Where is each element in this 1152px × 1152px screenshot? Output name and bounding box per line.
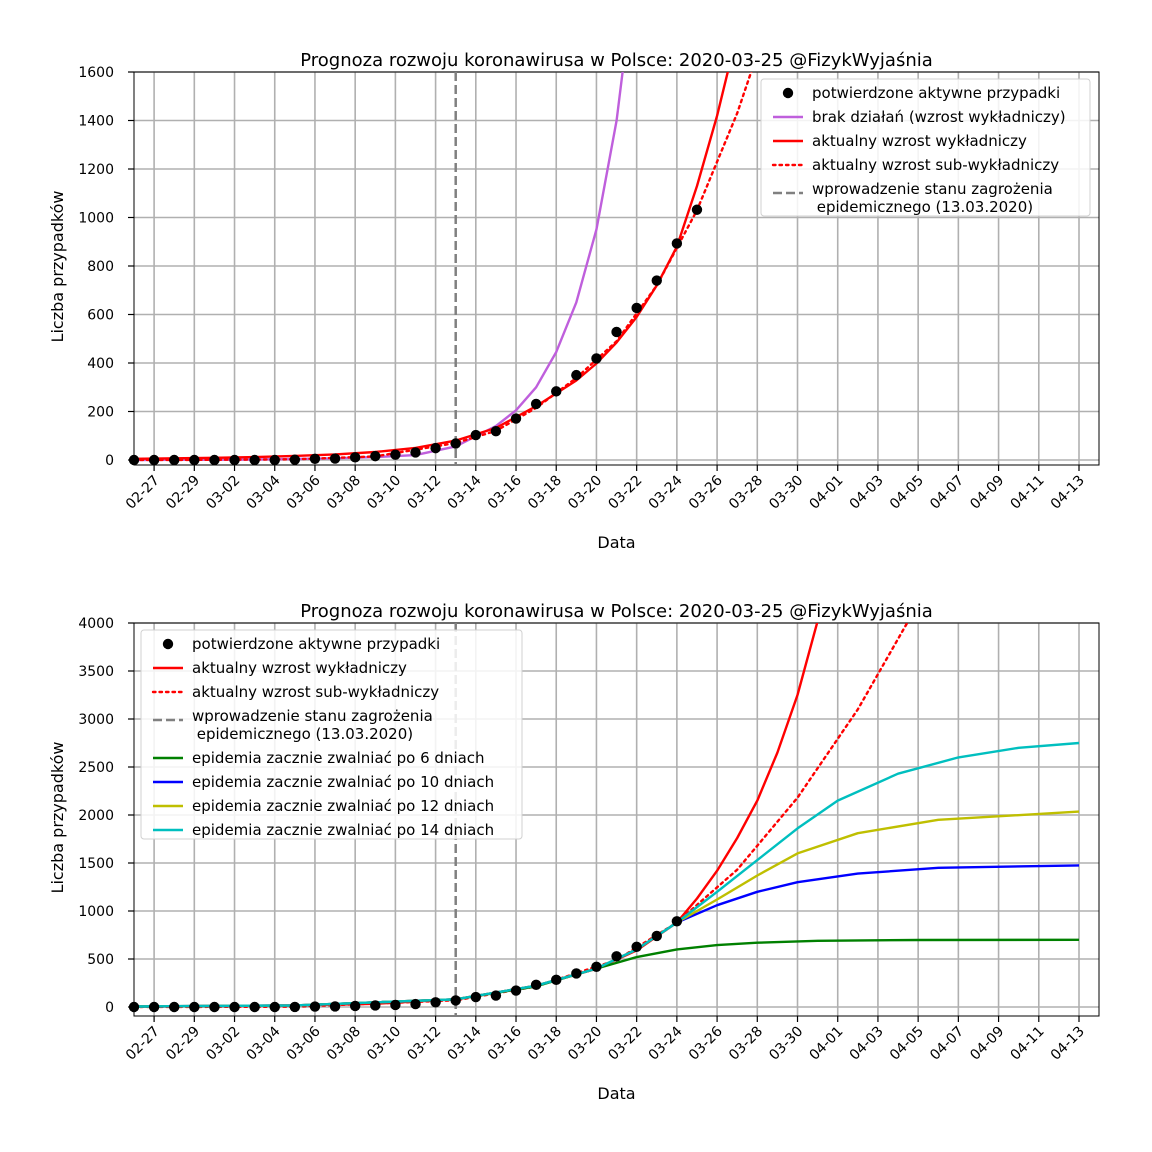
x-tick-label: 03-18 xyxy=(524,1023,566,1064)
data-point xyxy=(511,985,521,995)
data-point xyxy=(672,238,682,248)
x-tick-label: 04-07 xyxy=(927,472,968,513)
data-point xyxy=(531,399,541,409)
y-tick-label: 0 xyxy=(105,453,114,469)
x-tick-label: 04-01 xyxy=(806,472,847,513)
x-tick-label: 04-01 xyxy=(806,1023,847,1064)
legend-label-line: epidemia zacznie zwalniać po 10 dniach xyxy=(192,773,495,791)
data-point xyxy=(270,455,280,465)
data-point xyxy=(410,447,420,457)
y-tick-label: 0 xyxy=(105,1000,114,1016)
x-tick-label: 03-18 xyxy=(524,472,566,513)
x-tick-label: 03-16 xyxy=(484,1023,525,1064)
data-point xyxy=(611,327,621,337)
x-tick-label: 02-29 xyxy=(163,1023,204,1064)
y-axis-label: Liczba przypadków xyxy=(48,190,67,343)
legend-label-line: aktualny wzrost sub-wykładniczy xyxy=(812,156,1060,174)
data-point xyxy=(129,1002,139,1012)
data-point xyxy=(491,990,501,1000)
y-tick-label: 1200 xyxy=(78,162,114,178)
x-tick-label: 03-10 xyxy=(364,1023,405,1064)
data-point xyxy=(169,455,179,465)
x-tick-label: 03-26 xyxy=(685,1023,726,1064)
x-tick-label: 03-30 xyxy=(766,472,807,513)
y-tick-label: 1400 xyxy=(78,113,114,130)
legend-label xyxy=(812,84,1060,102)
legend-label-line: epidemia zacznie zwalniać po 12 dniach xyxy=(192,797,495,815)
x-tick-label: 03-28 xyxy=(726,1023,767,1064)
x-tick-label: 03-22 xyxy=(605,1023,646,1064)
data-point xyxy=(410,999,420,1009)
x-tick-label: 02-29 xyxy=(163,472,204,513)
legend-label xyxy=(192,659,407,677)
data-point xyxy=(350,1001,360,1011)
y-tick-label: 200 xyxy=(87,404,114,421)
data-point xyxy=(511,413,521,423)
data-point xyxy=(270,1002,280,1012)
data-point xyxy=(209,1002,219,1012)
legend-label xyxy=(812,180,1053,216)
legend-label-line: epidemicznego (13.03.2020) xyxy=(192,725,414,743)
data-point xyxy=(370,1000,380,1010)
x-tick-label: 04-03 xyxy=(846,1023,887,1064)
legend-marker-points xyxy=(783,88,793,98)
data-point xyxy=(149,1002,159,1012)
data-point xyxy=(129,455,139,465)
data-point xyxy=(330,1001,340,1011)
x-tick-label: 03-24 xyxy=(645,472,686,513)
data-point xyxy=(531,980,541,990)
data-point xyxy=(652,931,662,941)
y-tick-label: 1000 xyxy=(78,210,114,227)
x-tick-label: 03-14 xyxy=(444,1023,485,1064)
x-tick-label: 04-03 xyxy=(846,472,887,513)
data-point xyxy=(189,1002,199,1012)
x-tick-label: 03-04 xyxy=(243,472,284,513)
y-tick-label: 1500 xyxy=(78,856,114,872)
legend-marker-points xyxy=(163,639,173,649)
x-tick-label: 03-30 xyxy=(766,1023,807,1064)
x-tick-label: 03-14 xyxy=(444,472,485,513)
x-tick-label: 03-22 xyxy=(605,472,646,513)
legend xyxy=(761,79,1090,216)
data-point xyxy=(249,1002,259,1012)
y-tick-label: 2500 xyxy=(78,760,114,776)
data-point xyxy=(591,962,601,972)
legend-label xyxy=(812,108,1066,126)
y-tick-label: 2000 xyxy=(78,808,114,824)
legend-label xyxy=(192,797,494,815)
x-tick-label: 03-24 xyxy=(645,1023,686,1064)
y-tick-label: 4000 xyxy=(78,616,114,632)
y-tick-label: 800 xyxy=(87,259,114,275)
legend-label-line: potwierdzone aktywne przypadki xyxy=(192,635,441,653)
chart-title: Prognoza rozwoju koronawirusa w Polsce: 2020-03-25 @FizykWyjaśnia xyxy=(300,601,933,622)
data-point xyxy=(451,995,461,1005)
legend-label-line: epidemia zacznie zwalniać po 14 dniach xyxy=(192,821,495,839)
x-tick-label: 04-13 xyxy=(1047,472,1088,513)
data-point xyxy=(229,1002,239,1012)
x-tick-label: 03-12 xyxy=(404,472,445,513)
data-point xyxy=(672,916,682,926)
data-point xyxy=(652,275,662,285)
x-tick-label: 03-20 xyxy=(565,472,606,513)
y-tick-label: 1600 xyxy=(78,65,114,81)
data-point xyxy=(591,353,601,363)
legend-label xyxy=(192,773,494,791)
x-tick-label: 04-07 xyxy=(927,1023,968,1064)
legend-label xyxy=(192,683,439,701)
x-tick-label: 03-12 xyxy=(404,1023,445,1064)
data-point xyxy=(430,443,440,453)
data-point xyxy=(631,942,641,952)
x-tick-label: 03-06 xyxy=(283,1023,324,1064)
x-tick-label: 04-05 xyxy=(886,1023,927,1064)
y-axis-label: Liczba przypadków xyxy=(48,741,67,894)
x-tick-label: 03-04 xyxy=(243,1023,284,1064)
data-point xyxy=(551,386,561,396)
legend-label xyxy=(812,132,1027,150)
data-point xyxy=(249,455,259,465)
legend-label-line: brak działań (wzrost wykładniczy) xyxy=(812,108,1066,126)
data-point xyxy=(471,992,481,1002)
data-point xyxy=(491,426,501,436)
x-tick-label: 04-09 xyxy=(967,472,1008,513)
legend-label-line: aktualny wzrost sub-wykładniczy xyxy=(192,683,440,701)
x-tick-label: 04-13 xyxy=(1047,1023,1088,1064)
data-point xyxy=(209,455,219,465)
y-tick-label: 1000 xyxy=(78,904,114,920)
x-tick-label: 02-27 xyxy=(122,1023,163,1064)
data-point xyxy=(631,303,641,313)
x-tick-label: 03-02 xyxy=(203,472,244,513)
y-tick-label: 3500 xyxy=(78,664,114,680)
data-point xyxy=(571,968,581,978)
data-point xyxy=(169,1002,179,1012)
data-point xyxy=(189,455,199,465)
data-point xyxy=(330,453,340,463)
x-tick-label: 04-05 xyxy=(886,472,927,513)
x-tick-label: 04-09 xyxy=(967,1023,1008,1064)
data-point xyxy=(310,454,320,464)
legend-label xyxy=(192,821,494,839)
x-tick-label: 03-02 xyxy=(203,1023,244,1064)
data-point xyxy=(229,455,239,465)
y-tick-label: 400 xyxy=(87,356,114,372)
x-tick-label: 03-08 xyxy=(323,1023,364,1064)
y-tick-label: 500 xyxy=(87,952,114,968)
y-tick-label: 600 xyxy=(87,307,114,324)
legend-label xyxy=(192,707,433,743)
x-axis-label: Data xyxy=(597,1084,636,1103)
legend-label-line: wprowadzenie stanu zagrożenia xyxy=(192,707,433,725)
x-tick-label: 04-11 xyxy=(1007,1023,1048,1064)
legend-label-line: wprowadzenie stanu zagrożenia xyxy=(812,180,1053,198)
legend-label-line: epidemia zacznie zwalniać po 6 dniach xyxy=(192,749,485,767)
x-tick-label: 04-11 xyxy=(1007,472,1048,513)
legend-label-line: aktualny wzrost wykładniczy xyxy=(812,132,1027,150)
data-point xyxy=(350,452,360,462)
legend-label-line: epidemicznego (13.03.2020) xyxy=(812,198,1034,216)
data-point xyxy=(611,951,621,961)
y-tick-label: 3000 xyxy=(78,712,114,728)
x-tick-label: 03-16 xyxy=(484,472,525,513)
legend-label-line: potwierdzone aktywne przypadki xyxy=(812,84,1061,102)
x-tick-label: 03-08 xyxy=(323,472,364,513)
data-point xyxy=(571,370,581,380)
legend-label xyxy=(812,156,1059,174)
data-point xyxy=(370,451,380,461)
data-point xyxy=(692,205,702,215)
data-point xyxy=(430,997,440,1007)
x-axis-label: Data xyxy=(597,533,636,552)
x-tick-label: 03-28 xyxy=(726,472,767,513)
data-point xyxy=(290,1002,300,1012)
x-tick-label: 03-06 xyxy=(283,472,324,513)
data-point xyxy=(471,430,481,440)
data-point xyxy=(390,449,400,459)
legend-label xyxy=(192,635,440,653)
x-tick-label: 03-20 xyxy=(565,1023,606,1064)
x-tick-label: 02-27 xyxy=(122,472,163,513)
data-point xyxy=(551,975,561,985)
data-point xyxy=(451,438,461,448)
data-point xyxy=(390,1000,400,1010)
legend-label-line: aktualny wzrost wykładniczy xyxy=(192,659,407,677)
x-tick-label: 03-26 xyxy=(685,472,726,513)
data-point xyxy=(310,1001,320,1011)
x-tick-label: 03-10 xyxy=(364,472,405,513)
data-point xyxy=(149,455,159,465)
legend-label xyxy=(192,749,485,767)
data-point xyxy=(290,455,300,465)
legend xyxy=(141,630,522,839)
chart-title: Prognoza rozwoju koronawirusa w Polsce: 2020-03-25 @FizykWyjaśnia xyxy=(300,50,933,71)
